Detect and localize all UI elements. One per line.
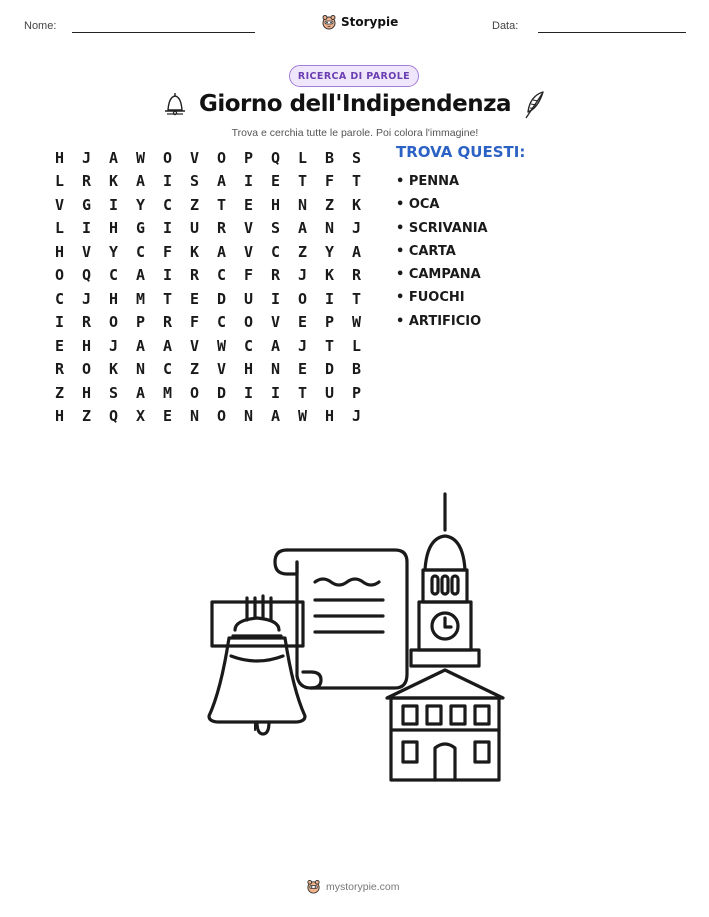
- grid-cell[interactable]: W: [297, 407, 308, 426]
- date-line[interactable]: [538, 32, 686, 33]
- word-list: [396, 170, 488, 333]
- grid-cell[interactable]: L: [351, 336, 362, 355]
- grid-row: [46, 193, 370, 217]
- grid-cell[interactable]: P: [351, 383, 362, 402]
- grid-row: [46, 240, 370, 264]
- word-list-item: • OCA: [396, 197, 440, 213]
- grid-cell[interactable]: Z: [189, 195, 200, 214]
- grid-cell[interactable]: H: [54, 148, 65, 167]
- grid-cell[interactable]: Y: [108, 242, 119, 261]
- date-label: Data:: [492, 20, 519, 32]
- word-list-item: • ARTIFICIO: [396, 313, 482, 329]
- grid-cell[interactable]: C: [135, 242, 146, 261]
- grid-cell[interactable]: C: [216, 313, 227, 332]
- word-list-title: TROVA QUESTI:: [396, 143, 526, 161]
- brand-logo: [321, 12, 398, 32]
- grid-row: [46, 405, 370, 429]
- grid-cell[interactable]: P: [324, 313, 335, 332]
- grid-cell[interactable]: O: [189, 383, 200, 402]
- grid-cell[interactable]: A: [135, 266, 146, 285]
- grid-cell[interactable]: F: [189, 313, 200, 332]
- grid-cell[interactable]: C: [162, 360, 173, 379]
- grid-cell[interactable]: O: [297, 289, 308, 308]
- grid-cell[interactable]: C: [54, 289, 65, 308]
- grid-cell[interactable]: E: [270, 172, 281, 191]
- grid-cell[interactable]: L: [297, 148, 308, 167]
- grid-cell[interactable]: J: [351, 407, 362, 426]
- grid-cell[interactable]: D: [324, 360, 335, 379]
- grid-cell[interactable]: T: [216, 195, 227, 214]
- grid-row: [46, 217, 370, 241]
- bell-icon: [162, 90, 188, 118]
- grid-row: [46, 146, 370, 170]
- grid-cell[interactable]: T: [297, 383, 308, 402]
- word-list-item: • PENNA: [396, 174, 460, 189]
- grid-cell[interactable]: I: [270, 289, 281, 308]
- grid-cell[interactable]: O: [81, 360, 92, 379]
- grid-cell[interactable]: A: [162, 336, 173, 355]
- page-title: Giorno dell'Indipendenza: [198, 91, 512, 117]
- grid-cell[interactable]: K: [108, 360, 119, 379]
- grid-cell[interactable]: V: [243, 242, 254, 261]
- grid-cell[interactable]: I: [270, 383, 281, 402]
- grid-cell[interactable]: R: [162, 313, 173, 332]
- grid-cell[interactable]: N: [324, 219, 335, 238]
- grid-cell[interactable]: N: [243, 407, 254, 426]
- grid-cell[interactable]: T: [324, 336, 335, 355]
- grid-cell[interactable]: S: [270, 219, 281, 238]
- grid-cell[interactable]: A: [216, 172, 227, 191]
- grid-cell[interactable]: R: [54, 360, 65, 379]
- grid-cell[interactable]: F: [324, 172, 335, 191]
- grid-cell[interactable]: K: [189, 242, 200, 261]
- grid-cell[interactable]: I: [54, 313, 65, 332]
- grid-cell[interactable]: T: [351, 172, 362, 191]
- grid-cell[interactable]: O: [216, 407, 227, 426]
- grid-cell[interactable]: G: [135, 219, 146, 238]
- instructions: Trova e cerchia tutte le parole. Poi colora l'immagine!: [231, 127, 479, 139]
- footer: [306, 879, 400, 894]
- grid-cell[interactable]: C: [243, 336, 254, 355]
- independence-hall-icon: [387, 494, 503, 780]
- grid-cell[interactable]: E: [189, 289, 200, 308]
- word-list-item: • SCRIVANIA: [396, 220, 488, 236]
- grid-cell[interactable]: R: [270, 266, 281, 285]
- grid-cell[interactable]: I: [81, 219, 92, 238]
- grid-cell[interactable]: H: [54, 407, 65, 426]
- grid-cell[interactable]: O: [216, 148, 227, 167]
- grid-cell[interactable]: L: [54, 172, 65, 191]
- grid-cell[interactable]: J: [108, 336, 119, 355]
- grid-cell[interactable]: H: [54, 242, 65, 261]
- grid-cell[interactable]: A: [351, 242, 362, 261]
- grid-cell[interactable]: S: [108, 383, 119, 402]
- grid-cell[interactable]: I: [162, 266, 173, 285]
- grid-cell[interactable]: I: [108, 195, 119, 214]
- grid-row: [46, 264, 370, 288]
- grid-cell[interactable]: R: [351, 266, 362, 285]
- grid-cell[interactable]: R: [189, 266, 200, 285]
- grid-cell[interactable]: V: [54, 195, 65, 214]
- brand-name: Storypie: [341, 15, 399, 29]
- grid-cell[interactable]: Z: [189, 360, 200, 379]
- grid-cell[interactable]: J: [351, 219, 362, 238]
- grid-cell[interactable]: U: [324, 383, 335, 402]
- grid-cell[interactable]: I: [162, 219, 173, 238]
- grid-cell[interactable]: Z: [324, 195, 335, 214]
- grid-cell[interactable]: E: [54, 336, 65, 355]
- grid-cell[interactable]: O: [162, 148, 173, 167]
- storypie-mascot-icon: [321, 14, 337, 30]
- grid-cell[interactable]: G: [81, 195, 92, 214]
- grid-cell[interactable]: A: [108, 148, 119, 167]
- grid-cell[interactable]: U: [243, 289, 254, 308]
- grid-cell[interactable]: V: [81, 242, 92, 261]
- grid-cell[interactable]: Z: [81, 407, 92, 426]
- grid-cell[interactable]: V: [216, 360, 227, 379]
- grid-cell[interactable]: M: [135, 289, 146, 308]
- grid-cell[interactable]: J: [81, 289, 92, 308]
- grid-cell[interactable]: M: [162, 383, 173, 402]
- category-badge: RICERCA DI PAROLE: [289, 65, 419, 87]
- word-list-item: • CAMPANA: [396, 267, 481, 283]
- footer-url[interactable]: mystorypie.com: [326, 880, 400, 893]
- grid-cell[interactable]: R: [81, 172, 92, 191]
- grid-cell[interactable]: V: [270, 313, 281, 332]
- grid-cell[interactable]: A: [135, 336, 146, 355]
- grid-cell[interactable]: S: [189, 172, 200, 191]
- grid-cell[interactable]: R: [216, 219, 227, 238]
- independence-day-illustration: [195, 490, 515, 790]
- grid-cell[interactable]: E: [297, 360, 308, 379]
- quill-icon: [522, 90, 548, 120]
- grid-cell[interactable]: N: [297, 195, 308, 214]
- grid-cell[interactable]: O: [108, 313, 119, 332]
- scroll-icon: [275, 550, 407, 688]
- grid-cell[interactable]: B: [324, 148, 335, 167]
- grid-cell[interactable]: F: [162, 242, 173, 261]
- grid-cell[interactable]: T: [351, 289, 362, 308]
- grid-cell[interactable]: A: [135, 172, 146, 191]
- grid-cell[interactable]: O: [243, 313, 254, 332]
- grid-cell[interactable]: Q: [108, 407, 119, 426]
- grid-cell[interactable]: E: [243, 195, 254, 214]
- grid-cell[interactable]: D: [216, 383, 227, 402]
- grid-cell[interactable]: N: [189, 407, 200, 426]
- grid-cell[interactable]: H: [108, 219, 119, 238]
- grid-cell[interactable]: I: [162, 172, 173, 191]
- grid-cell[interactable]: C: [216, 266, 227, 285]
- grid-cell[interactable]: H: [270, 195, 281, 214]
- grid-cell[interactable]: I: [243, 383, 254, 402]
- grid-cell[interactable]: R: [81, 313, 92, 332]
- grid-cell[interactable]: Y: [135, 195, 146, 214]
- grid-cell[interactable]: A: [270, 407, 281, 426]
- word-list-item: • CARTA: [396, 243, 456, 259]
- grid-cell[interactable]: V: [189, 148, 200, 167]
- grid-cell[interactable]: N: [270, 360, 281, 379]
- grid-cell[interactable]: H: [81, 336, 92, 355]
- grid-cell[interactable]: C: [270, 242, 281, 261]
- grid-cell[interactable]: J: [81, 148, 92, 167]
- grid-cell[interactable]: C: [162, 195, 173, 214]
- grid-cell[interactable]: J: [297, 336, 308, 355]
- grid-cell[interactable]: F: [243, 266, 254, 285]
- grid-cell[interactable]: W: [135, 148, 146, 167]
- grid-cell[interactable]: K: [108, 172, 119, 191]
- grid-cell[interactable]: E: [297, 313, 308, 332]
- grid-cell[interactable]: H: [324, 407, 335, 426]
- grid-cell[interactable]: S: [351, 148, 362, 167]
- grid-cell[interactable]: H: [81, 383, 92, 402]
- liberty-bell-icon: [209, 596, 305, 734]
- grid-cell[interactable]: A: [135, 383, 146, 402]
- word-search-grid[interactable]: [46, 146, 370, 428]
- grid-cell[interactable]: Q: [81, 266, 92, 285]
- grid-row: [46, 334, 370, 358]
- grid-cell[interactable]: C: [108, 266, 119, 285]
- grid-cell[interactable]: P: [135, 313, 146, 332]
- grid-cell[interactable]: W: [216, 336, 227, 355]
- grid-row: [46, 381, 370, 405]
- grid-cell[interactable]: J: [297, 266, 308, 285]
- grid-cell[interactable]: O: [54, 266, 65, 285]
- grid-cell[interactable]: T: [297, 172, 308, 191]
- name-line[interactable]: [72, 32, 255, 33]
- grid-cell[interactable]: L: [54, 219, 65, 238]
- grid-cell[interactable]: H: [243, 360, 254, 379]
- grid-cell[interactable]: B: [351, 360, 362, 379]
- grid-cell[interactable]: I: [324, 289, 335, 308]
- grid-cell[interactable]: D: [216, 289, 227, 308]
- grid-cell[interactable]: W: [351, 313, 362, 332]
- grid-row: [46, 311, 370, 335]
- grid-cell[interactable]: E: [162, 407, 173, 426]
- grid-cell[interactable]: A: [216, 242, 227, 261]
- grid-row: [46, 170, 370, 194]
- name-label: Nome:: [24, 20, 57, 32]
- word-list-item: • FUOCHI: [396, 290, 465, 306]
- grid-cell[interactable]: P: [243, 148, 254, 167]
- grid-cell[interactable]: Z: [54, 383, 65, 402]
- grid-row: [46, 287, 370, 311]
- grid-cell[interactable]: I: [243, 172, 254, 191]
- grid-cell[interactable]: V: [243, 219, 254, 238]
- grid-cell[interactable]: K: [324, 266, 335, 285]
- grid-cell[interactable]: X: [135, 407, 146, 426]
- grid-cell[interactable]: T: [162, 289, 173, 308]
- grid-cell[interactable]: H: [108, 289, 119, 308]
- grid-cell[interactable]: A: [270, 336, 281, 355]
- storypie-mascot-icon: [306, 879, 321, 894]
- grid-cell[interactable]: Q: [270, 148, 281, 167]
- grid-row: [46, 358, 370, 382]
- grid-cell[interactable]: U: [189, 219, 200, 238]
- grid-cell[interactable]: Y: [324, 242, 335, 261]
- grid-cell[interactable]: V: [189, 336, 200, 355]
- grid-cell[interactable]: K: [351, 195, 362, 214]
- grid-cell[interactable]: A: [297, 219, 308, 238]
- grid-cell[interactable]: Z: [297, 242, 308, 261]
- grid-cell[interactable]: N: [135, 360, 146, 379]
